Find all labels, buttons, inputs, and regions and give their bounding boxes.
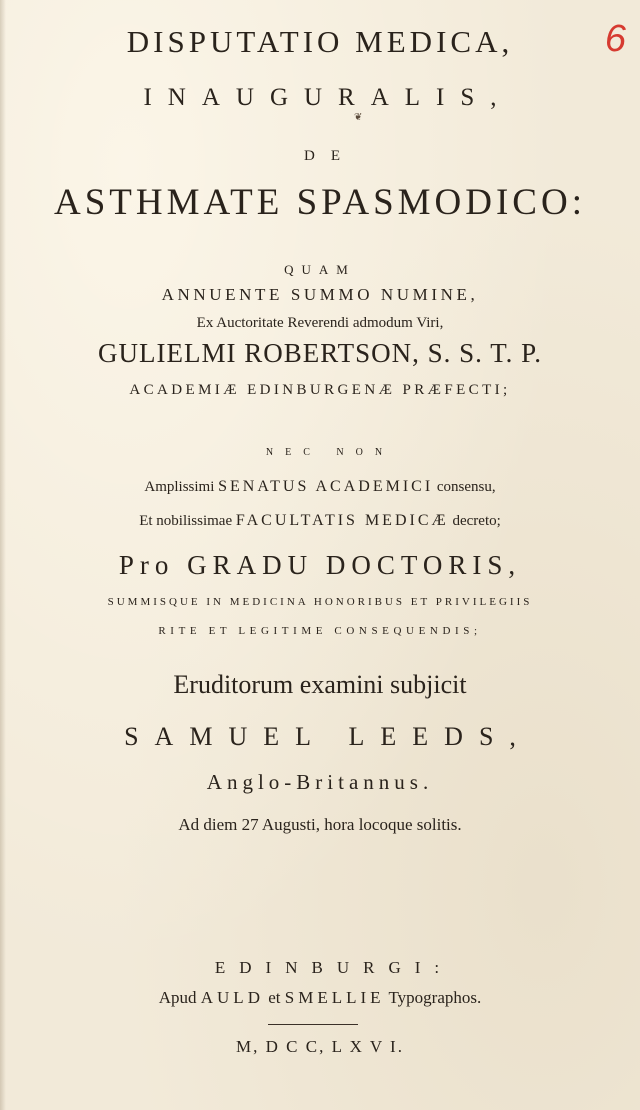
author-name: SAMUEL LEEDS, — [124, 722, 532, 751]
senatus-pre: Amplissimi — [144, 479, 215, 495]
auctoritate-line: Ex Auctoritate Reverendi admodum Viri, — [196, 315, 444, 331]
facultatis-caps: FACULTATIS MEDICÆ — [235, 512, 449, 529]
nec-non-line: NEC NON — [265, 447, 395, 458]
imprint-printer-2: SMELLIE — [284, 988, 385, 1007]
quam-line: QUAM — [284, 262, 356, 277]
main-title: ASTHMATE SPASMODICO: — [54, 182, 586, 223]
senatus-post: consensu, — [436, 479, 496, 495]
imprint-printer-1: AULD — [200, 988, 264, 1007]
eruditorum-line: Eruditorum examini subjicit — [173, 670, 467, 699]
pro-gradu-line: Pro GRADU DOCTORIS, — [118, 550, 522, 580]
author-origin: Anglo-Britannus. — [206, 770, 434, 794]
title-line-1: DISPUTATIO MEDICA, — [126, 24, 514, 59]
rite-line: RITE ET LEGITIME CONSEQUENDIS; — [158, 625, 482, 637]
imprint-apud: Apud — [158, 988, 197, 1007]
page-number-annotation: 6 — [604, 18, 626, 60]
annuente-line: ANNUENTE SUMMO NUMINE, — [161, 285, 479, 304]
imprint-typographos: Typographos. — [388, 988, 482, 1007]
imprint-printers — [0, 988, 640, 1008]
ornament-icon: ❦ — [354, 112, 363, 123]
academiae-line: ACADEMIÆ EDINBURGENÆ PRÆFECTI; — [129, 382, 511, 398]
imprint-rule — [268, 1024, 358, 1025]
imprint-et: et — [268, 988, 281, 1007]
facultatis-pre: Et nobilissimae — [139, 513, 233, 529]
principal-name: GULIELMI ROBERTSON, S. S. T. P. — [98, 338, 542, 368]
date-line: Ad diem 27 Augusti, hora locoque solitis. — [178, 815, 462, 834]
senatus-line — [0, 478, 640, 496]
facultatis-post: decreto; — [452, 513, 501, 529]
senatus-caps: SENATUS ACADEMICI — [218, 478, 434, 495]
facultatis-line — [0, 512, 640, 530]
summisque-line: SUMMISQUE IN MEDICINA HONORIBUS ET PRIVILEGIIS — [107, 596, 533, 608]
title-line-2: INAUGURALIS, — [143, 84, 513, 111]
imprint-city: EDINBURGI: — [214, 958, 454, 977]
imprint-year: M, D C C, L X V I. — [236, 1037, 404, 1056]
title-de: DE — [304, 148, 356, 164]
